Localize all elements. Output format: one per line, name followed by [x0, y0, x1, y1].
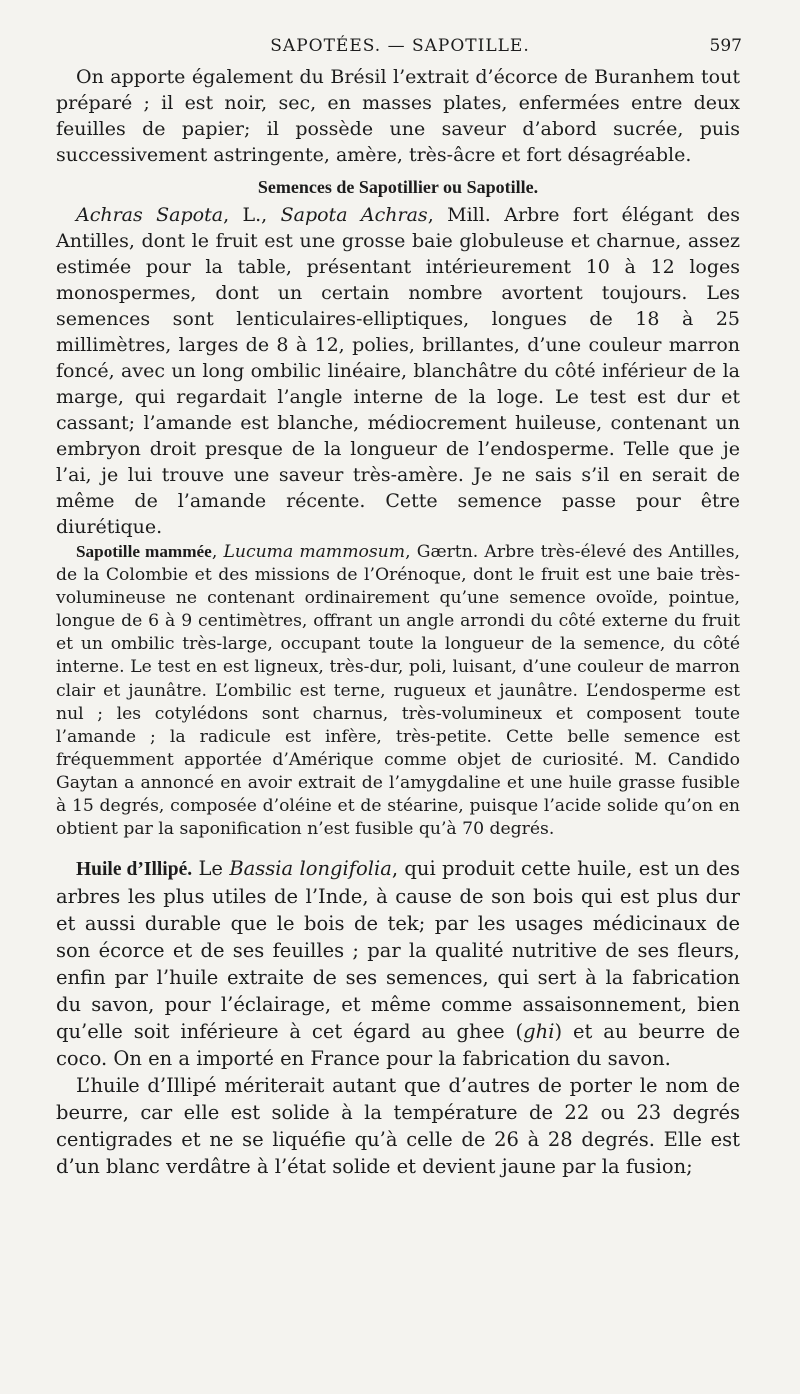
paragraph-sapotille	[56, 202, 740, 540]
term-ghi: ghi	[523, 1020, 555, 1044]
paragraph-text: , qui produit cette huile, est un des arbres les plus utiles de l’Inde, à cause de son bois qui est plus dur et aussi durable que le bois de tek; par les usages médicinaux de son écorce et de ses feuilles ; par la qualité nutritive de ses fleurs, enfin par l’huile extraite de ses semences, qui sert à la fabrication du savon, pour l’éclairage, et même comme assaisonnement, bien qu’elle soit inférieure à cet égard au ghee (	[56, 857, 741, 1044]
authority-separator: , L.,	[223, 204, 281, 226]
paragraph-text: Le	[192, 857, 230, 881]
paragraph-text: , Gærtn. Arbre très-élevé des Antilles, de la Colombie et des missions de l’Orénoque, dont le fruit est une baie très-volumineuse ne contenant ordinairement qu’une semence ovoïde, pointue, longue de 6 à 9 centimètres, offrant un angle arrondi du côté externe du fruit et un ombilic très-large, occupant toute la longueur de la semence, du côté interne. Le test en est ligneux, très-dur, poli, luisant, d’une couleur de marron clair et jaunâtre. L’ombilic est terne, rugueux et jaunâtre. L’endosperme est nul ; les cotylédons sont charnus, très-volumineux et composent toute l’amande ; la radicule est infère, très-petite. Cette belle semence est fréquemment apportée d’Amérique comme objet de curiosité. M. Candido Gaytan a annoncé en avoir extrait de l’amygdaline et une huile grasse fusible à 15 degrés, composée d’oléine et de stéarine, puisque l’acide solide qu’on en obtient par la saponification n’est fusible qu’à 70 degrés.	[56, 542, 740, 840]
paragraph-text: , Mill. Arbre fort élégant des Antilles, dont le fruit est une grosse baie globuleuse et charnue, assez estimée pour la table, présentant intérieurement 10 à 12 loges monospermes, dont un certain nombre avortent toujours. Les semences sont lenticulaires-elliptiques, longues de 18 à 25 millimètres, larges de 8 à 12, polies, brillantes, d’une couleur marron foncé, avec un long ombilic linéaire, blanchâtre du côté inférieur de la marge, qui regardait l’angle interne de la loge. Le test est dur et cassant; l’amande est blanche, médiocrement huileuse, contenant un embryon droit presque de la longueur de l’endosperme. Telle que je l’ai, je lui trouve une saveur très-amère. Je ne sais s’il en serait de même de l’amande récente. Cette semence passe pour être diurétique.	[56, 204, 740, 538]
run-in-heading: Huile d’Illipé.	[76, 859, 193, 881]
latin-name: Achras Sapota	[76, 204, 224, 226]
run-in-heading: Sapotille mammée	[76, 542, 212, 561]
paragraph-text: ) et au beurre de coco. On en a importé en France pour la fabrication du savon.	[56, 1020, 741, 1071]
separator: ,	[211, 542, 224, 562]
page-header	[58, 32, 742, 60]
paragraph-huile-illipe-2: L’huile d’Illipé mériterait autant que d’autres de porter le nom de beurre, car elle est solide à la température de 22 ou 23 degrés centigrades et ne se liquéfie qu’à celle de 26 à 28 degrés. Elle est d’un blanc verdâtre à l’état solide et devient jaune par la fusion;	[56, 1074, 740, 1179]
section-heading-sapotillier: Semences de Sapotillier ou Sapotille.	[257, 177, 539, 197]
latin-name: Lucuma mammosum	[223, 542, 406, 562]
latin-name: Bassia longifolia	[229, 857, 392, 881]
page-number: 597	[709, 36, 742, 56]
page-body	[56, 64, 740, 1180]
paragraph-sapotille-mammee	[56, 540, 740, 841]
paragraph-buranhem: On apporte également du Brésil l’extrait d’écorce de Buranhem tout préparé ; il est noir, sec, en masses plates, enfermées entre deux feuilles de papier; il possède une saveur d’abord sucrée, puis successivement astringente, amère, très-âcre et fort désagréable.	[56, 66, 740, 166]
running-title: SAPOTÉES. — SAPOTILLE.	[270, 36, 530, 56]
paragraph-huile-illipe	[56, 855, 740, 1072]
latin-name: Sapota Achras	[280, 204, 428, 226]
